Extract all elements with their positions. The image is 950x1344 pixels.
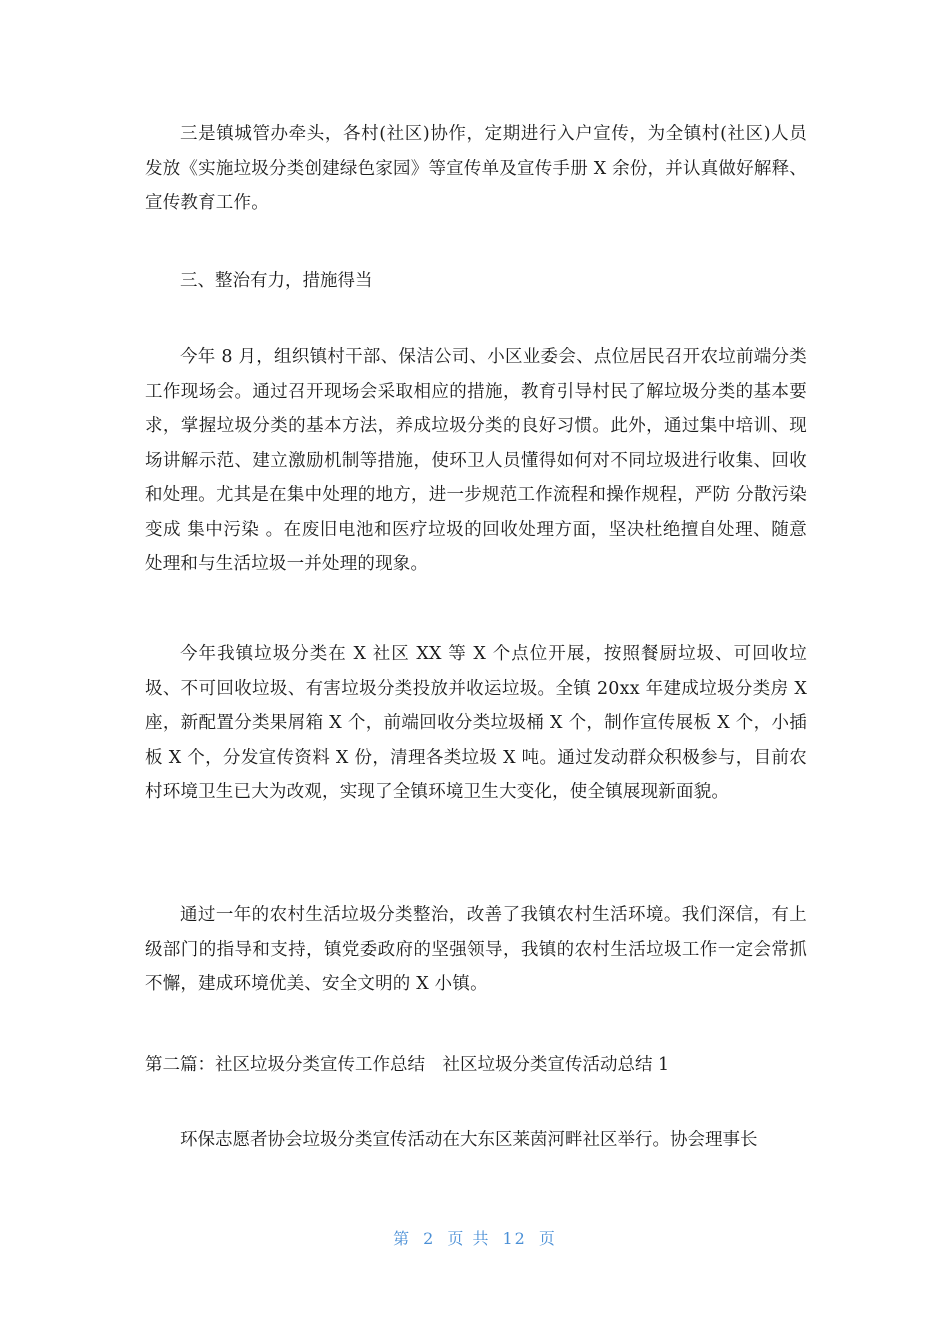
paragraph-onsite-meeting: 今年 8 月，组织镇村干部、保洁公司、小区业委会、点位居民召开农垃前端分类工作现场会。通过召开现场会采取相应的措施，教育引导村民了解垃圾分类的基本要求，掌握垃圾分类的基本方法，养成垃圾分类的良好习惯。此外，通过集中培训、现场讲解示范、建立激励机制等措施，使环卫人员懂得如何对不同垃圾进行收集、回收和处理。尤其是在集中处理的地方，进一步规范工作流程和操作规程，严防 分散污染 变成 集中污染 。在废旧电池和医疗垃圾的回收处理方面，坚决杜绝擅自处理、随意处理和与生活垃圾一并处理的现象。 <box>145 347 807 574</box>
footer-total-pages: 12 <box>502 1229 527 1248</box>
paragraph-outreach: 三是镇城管办牵头，各村(社区)协作，定期进行入户宣传，为全镇村(社区)人员发放《实施垃圾分类创建绿色家园》等宣传单及宣传手册 X 余份，并认真做好解释、宣传教育工作。 <box>145 124 807 213</box>
footer-page-number: 2 <box>423 1229 436 1248</box>
paragraph-statistics: 今年我镇垃圾分类在 X 社区 XX 等 X 个点位开展，按照餐厨垃圾、可回收垃圾、不可回收垃圾、有害垃圾分类投放并收运垃圾。全镇 20xx 年建成垃圾分类房 X 座，新配置分类果屑箱 X 个，前端回收分类垃圾桶 X 个，制作宣传展板 X 个，小插板 X 个，分发宣传资料 X 份，清理各类垃圾 X 吨。通过发动群众积极参与，目前农村环境卫生已大为改观，实现了全镇环境卫生大变化，使全镇展现新面貌。 <box>145 644 807 802</box>
footer-middle: 页 共 <box>447 1229 491 1248</box>
paragraph-volunteer-activity: 环保志愿者协会垃圾分类宣传活动在大东区莱茵河畔社区举行。协会理事长 <box>180 1130 758 1150</box>
chapter-title-2: 第二篇：社区垃圾分类宣传工作总结 社区垃圾分类宣传活动总结 1 <box>145 1055 670 1075</box>
section-heading-3: 三、整治有力，措施得当 <box>180 271 373 291</box>
footer-suffix: 页 <box>538 1229 557 1248</box>
paragraph-conclusion: 通过一年的农村生活垃圾分类整治，改善了我镇农村生活环境。我们深信，有上级部门的指导和支持，镇党委政府的坚强领导，我镇的农村生活垃圾工作一定会常抓不懈，建成环境优美、安全文明的 X 小镇。 <box>145 905 807 994</box>
page-footer <box>0 1226 950 1249</box>
footer-prefix: 第 <box>393 1229 412 1248</box>
